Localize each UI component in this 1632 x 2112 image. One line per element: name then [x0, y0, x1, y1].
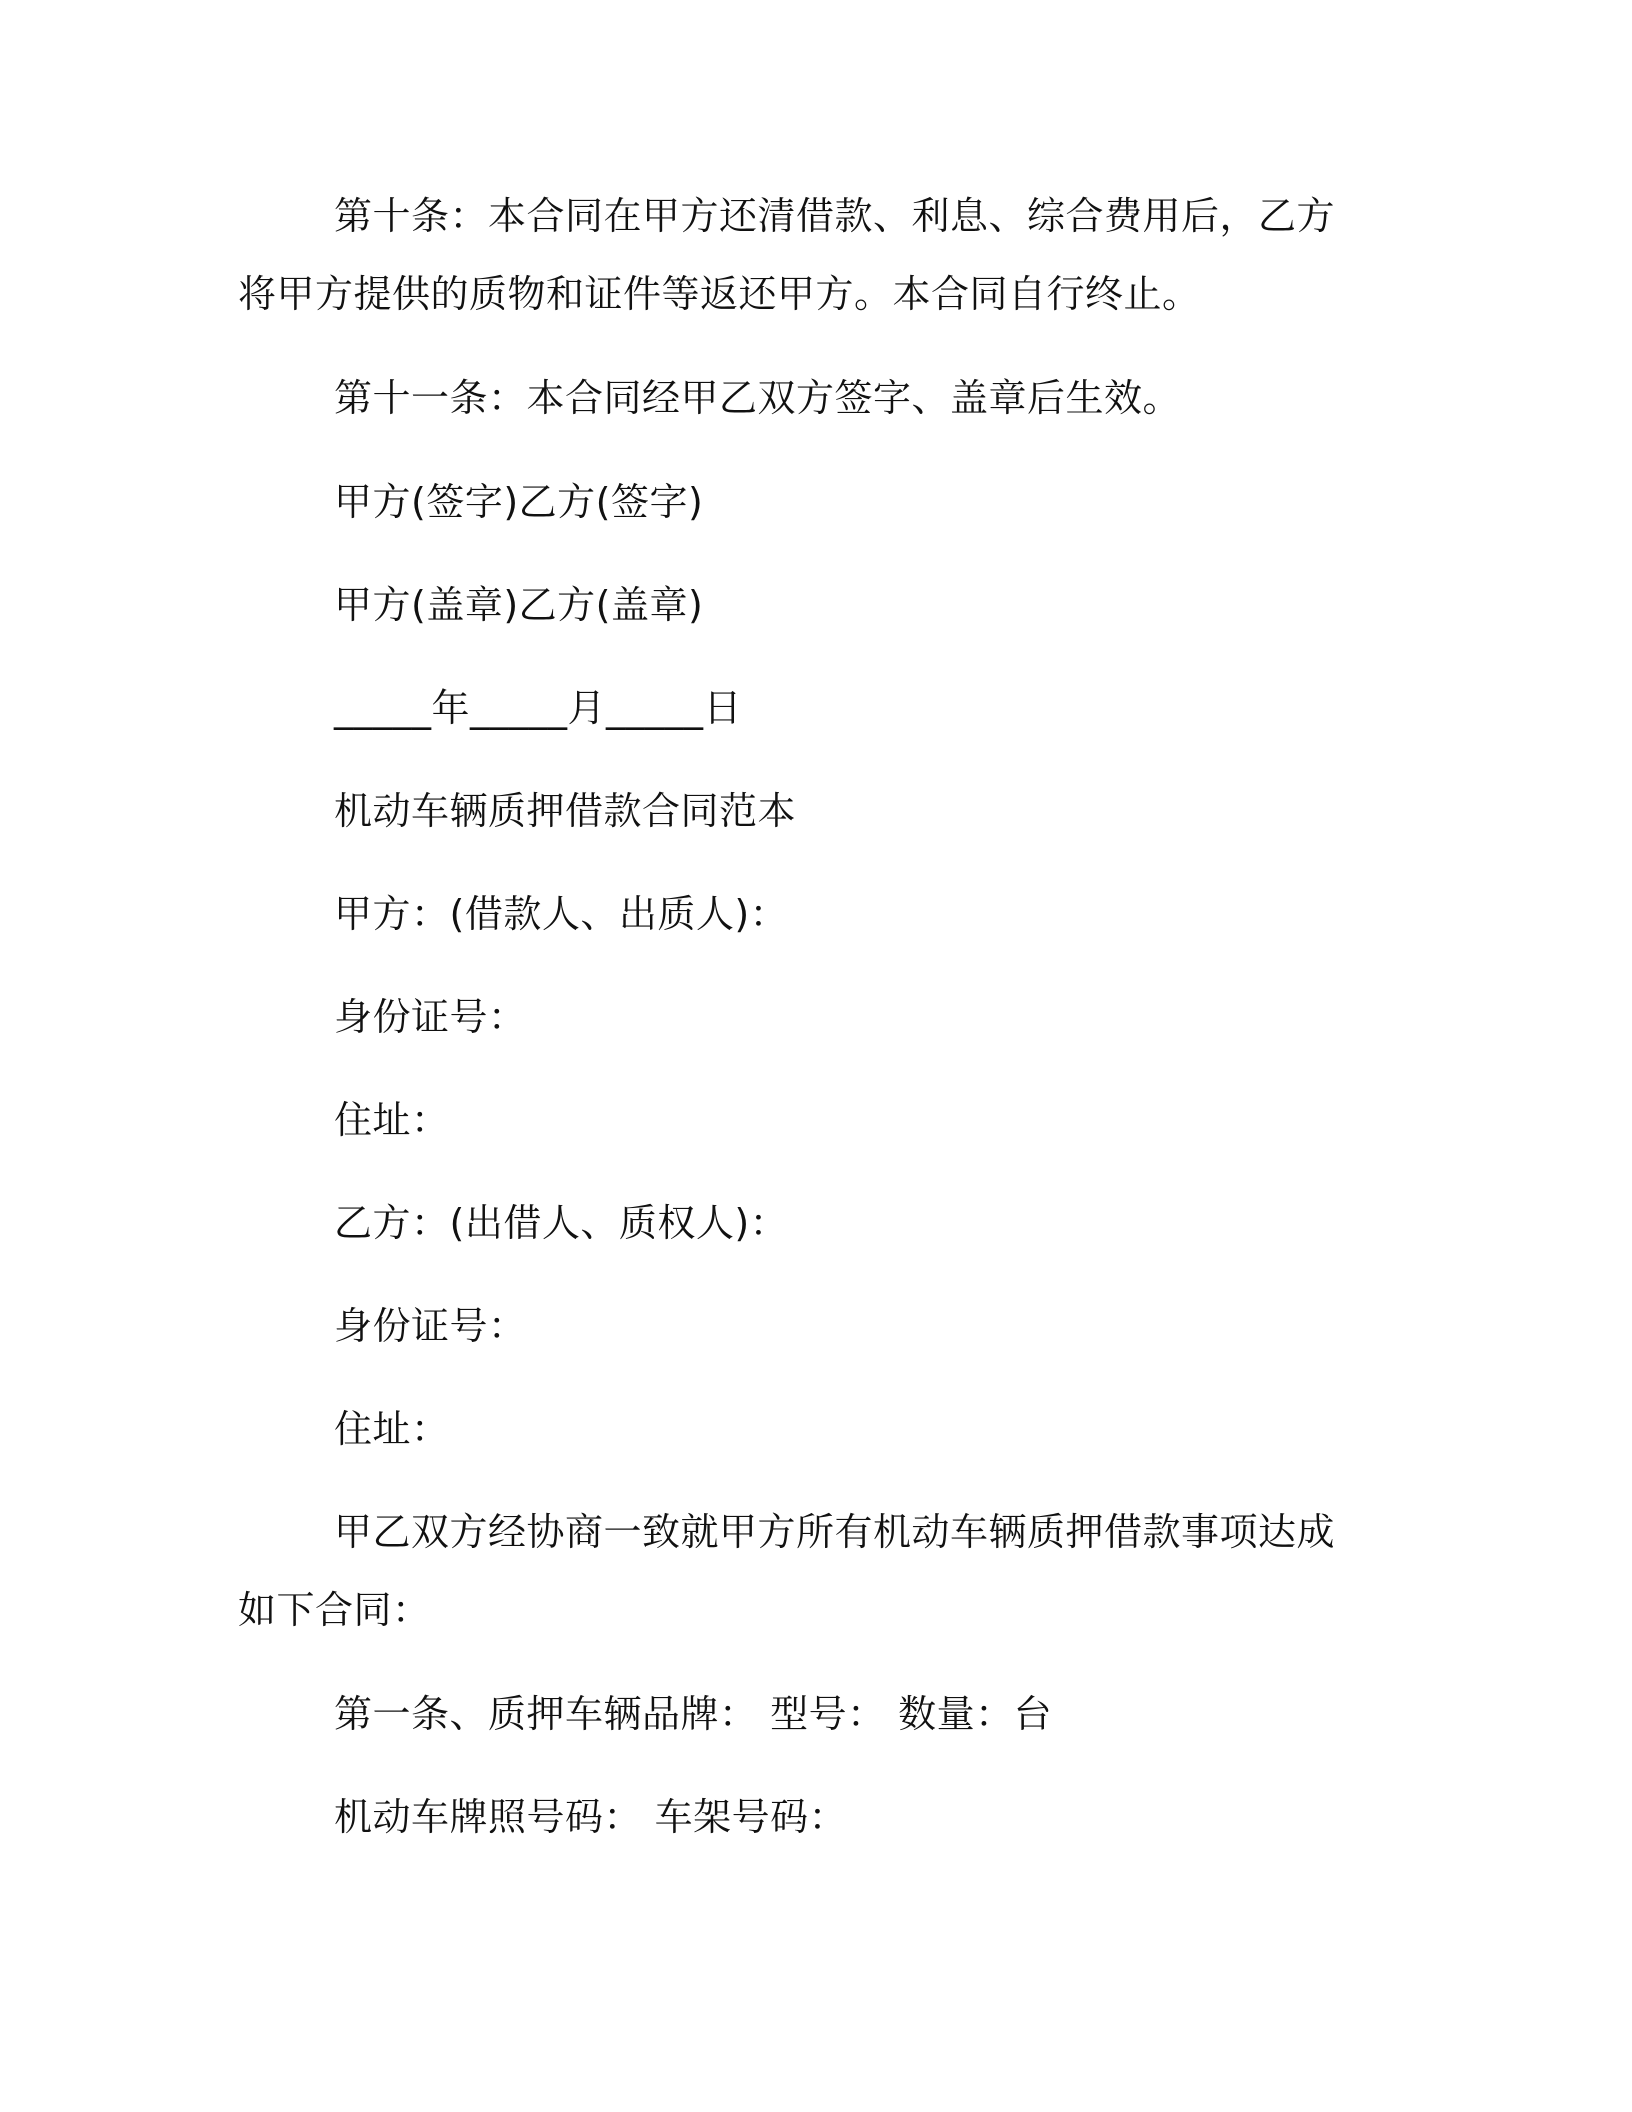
party-a-label: 甲方：(借款人、出质人)：	[334, 892, 789, 936]
date-line: _____年_____月_____日	[334, 686, 743, 730]
party-b-id-label: 身份证号：	[334, 1304, 527, 1348]
contract-title: 机动车辆质押借款合同范本	[334, 789, 797, 833]
seal-line: 甲方(盖章)乙方(盖章)	[334, 583, 704, 627]
paragraph-article-10: 第十条：本合同在甲方还清借款、利息、综合费用后，乙方将甲方提供的质物和证件等返还甲方。本合同自行终止。	[238, 194, 1336, 316]
party-a-address-label: 住址：	[334, 1098, 450, 1142]
vehicle-plate-frame: 机动车牌照号码： 车架号码：	[334, 1795, 848, 1839]
agreement-intro: 甲乙双方经协商一致就甲方所有机动车辆质押借款事项达成如下合同：	[238, 1510, 1336, 1632]
signature-line: 甲方(签字)乙方(签字)	[334, 480, 704, 524]
party-b-label: 乙方：(出借人、质权人)：	[334, 1201, 789, 1245]
party-b-address-label: 住址：	[334, 1407, 450, 1451]
party-a-id-label: 身份证号：	[334, 995, 527, 1039]
article-1-vehicle: 第一条、质押车辆品牌： 型号： 数量：台	[334, 1692, 1053, 1736]
paragraph-article-11: 第十一条：本合同经甲乙双方签字、盖章后生效。	[334, 376, 1182, 420]
